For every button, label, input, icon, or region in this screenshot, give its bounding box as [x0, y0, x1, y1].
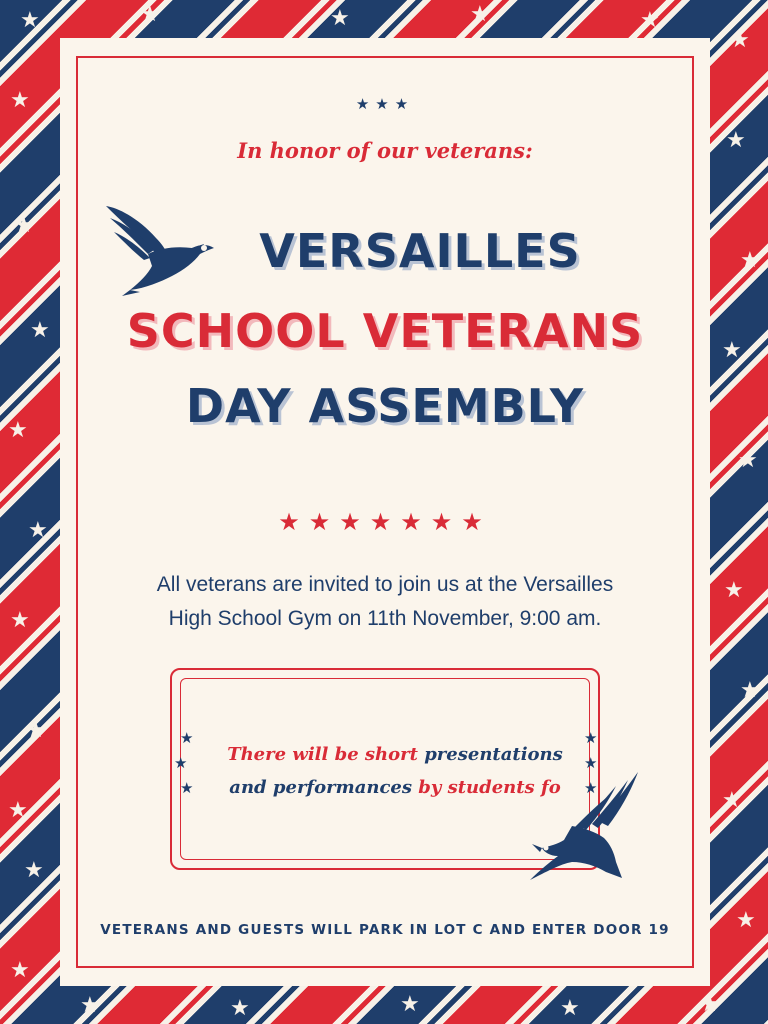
title-line-1: VERSAILLES: [259, 224, 581, 278]
ticket-line-1-red: There will be short: [227, 744, 418, 765]
star-icon: ★: [180, 729, 194, 747]
star-icon: ★: [584, 729, 598, 747]
eagle-icon: [510, 768, 645, 893]
invitation-line-2: High School Gym on 11th November, 9:00 am.: [168, 607, 602, 630]
ticket-line-2-red: by students fo: [412, 777, 561, 798]
title-line-3: DAY ASSEMBLY: [185, 379, 585, 433]
ticket-line-1-blue: presentations: [417, 744, 563, 765]
star-icon: ★: [174, 754, 188, 772]
ticket-line-2-blue: and performances: [229, 777, 412, 798]
star-icon: ★: [584, 779, 598, 797]
star-icon: ★: [584, 754, 598, 772]
honor-line: In honor of our veterans:: [237, 138, 533, 163]
invitation-line-1: All veterans are invited to join us at the Versailles: [156, 573, 614, 596]
ticket-left-stars: [174, 726, 194, 801]
title-line-2: SCHOOL VETERANS: [126, 304, 644, 358]
top-stars: ★★★: [355, 95, 415, 113]
divider-stars: ★★★★★★★: [278, 508, 492, 536]
flyer-card: [60, 38, 710, 986]
parking-instructions: VETERANS AND GUESTS WILL PARK IN LOT C AND ENTER DOOR 19: [100, 922, 670, 938]
invitation-text: [60, 568, 710, 636]
border-star-pattern: ★ ★ ★ ★ ★ ★ ★ ★ ★ ★ ★ ★ ★ ★ ★ ★ ★ ★ ★ ★ ★ ★ ★ ★ ★ ★ ★ ★ ★: [8, 2, 760, 1021]
star-icon: ★: [180, 779, 194, 797]
ticket-line-1: [210, 738, 580, 771]
